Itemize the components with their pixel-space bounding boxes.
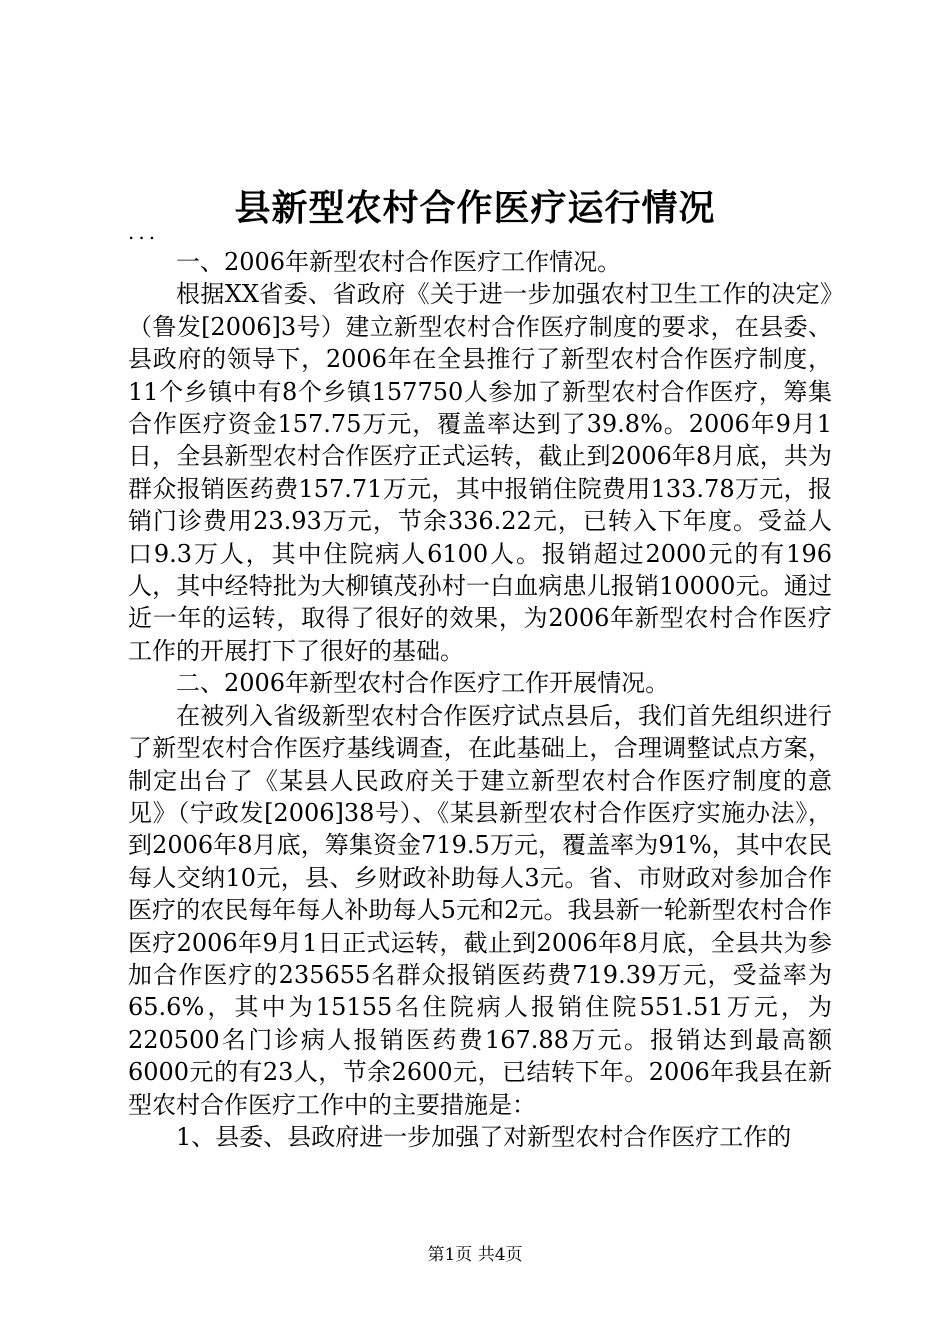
- paragraph-measure-1: 1、县委、县政府进一步加强了对新型农村合作医疗工作的: [176, 1122, 792, 1151]
- section-heading-1: 一、2006年新型农村合作医疗工作情况。: [176, 248, 622, 276]
- page-footer: 第1页 共4页: [427, 1245, 523, 1265]
- section-heading-2: 二、2006年新型农村合作医疗工作开展情况。: [176, 669, 670, 698]
- paragraph-2006-overview: 根据XX省委、省政府《关于进一步加强农村卫生工作的决定》（鲁发[2006]3号）建立新型农村合作医疗制度的要求，在县委、县政府的领导下，2006年在全县推行了新型农村合作医疗制度，11个乡镇中有8个乡镇157750人参加了新型农村合作医疗，筹集合作医疗资金157.75万元，覆盖率达到了39.8%。2006年9月1日，全县新型农村合作医疗正式运转，截止到2006年8月底，共为群众报销医药费157.71万元，其中报销住院费用133.78万元，报销门诊费用23.93万元，节余336.22元，已转入下年度。受益人口9.3万人，其中住院病人6100人。报销超过2000元的有196人，其中经特批为大柳镇茂孙村一白血病患儿报销10000元。通过近一年的运转，取得了很好的效果，为2006年新型农村合作医疗工作的开展打下了很好的基础。: [128, 280, 832, 665]
- ellipsis-marker: ...: [128, 220, 160, 244]
- paragraph-pilot-implementation: 在被列入省级新型农村合作医疗试点县后，我们首先组织进行了新型农村合作医疗基线调查，在此基础上，合理调整试点方案，制定出台了《某县人民政府关于建立新型农村合作医疗制度的意见》（宁政发[2006]38号）、《某县新型农村合作医疗实施办法》，到2006年8月底，筹集资金719.5万元，覆盖率为91%，其中农民每人交纳10元，县、乡财政补助每人3元。省、市财政对参加合作医疗的农民每年每人补助每人5元和2元。我县新一轮新型农村合作医疗2006年9月1日正式运转，截止到2006年8月底，全县共为参加合作医疗的235655名群众报销医药费719.39万元，受益率为65.6%，其中为15155名住院病人报销住院551.51万元，为220500名门诊病人报销医药费167.88万元。报销达到最高额6000元的有23人，节余2600元，已结转下年。2006年我县在新型农村合作医疗工作中的主要措施是：: [128, 701, 832, 1119]
- page-title: 县新型农村合作医疗运行情况: [234, 187, 716, 229]
- document-body: [128, 218, 832, 1153]
